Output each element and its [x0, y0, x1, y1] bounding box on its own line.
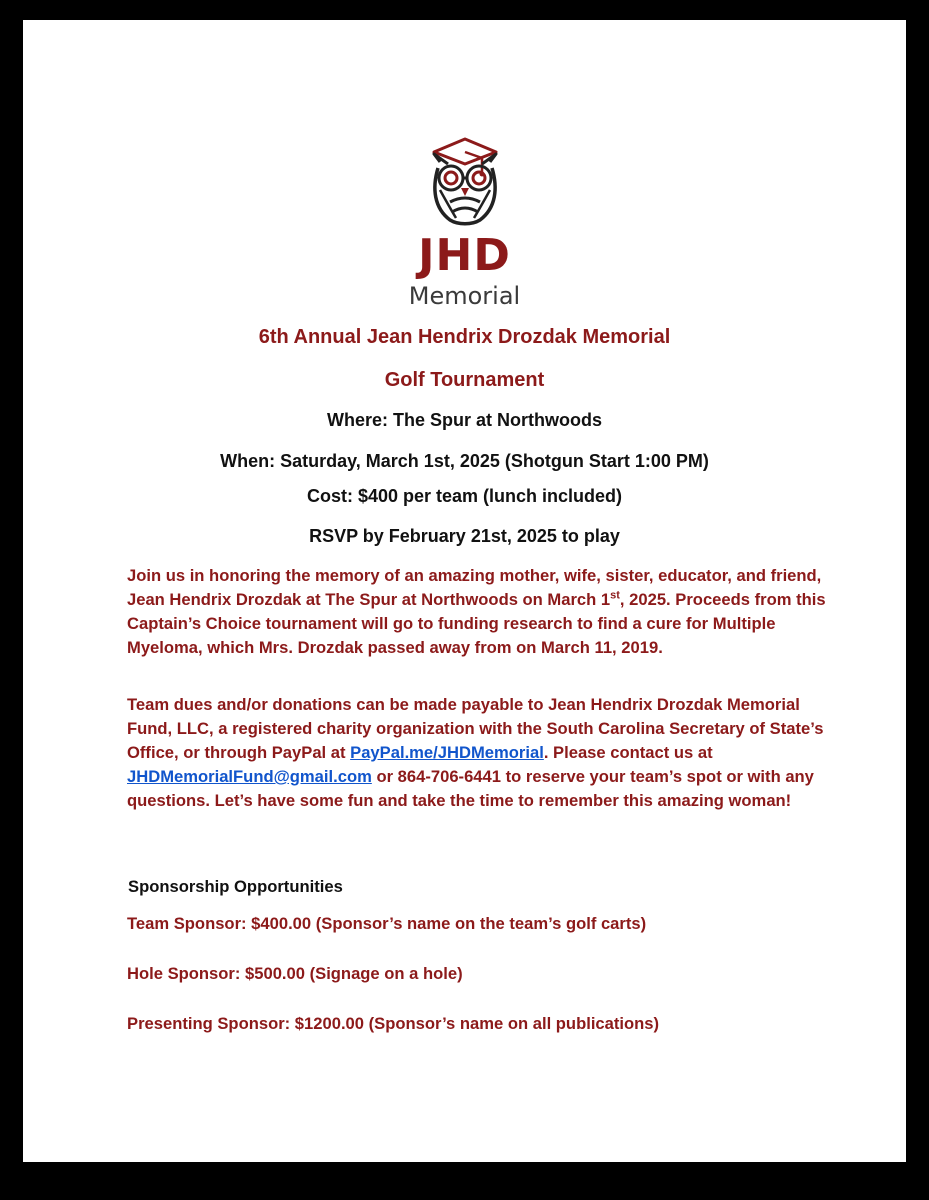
payment-text-3: or 864-706-6441 to reserve your team’s spot or with any questions. Let’s have some fun and take the time to remember this amazing woman! [127, 767, 814, 810]
intro-text-2: , 2025. Proceeds from this Captain’s Choice tournament will go to funding research to find a cure for Multiple Myeloma, which Mrs. Drozdak passed away from on March 11, 2019. [127, 590, 826, 657]
event-where: Where: The Spur at Northwoods [326, 410, 602, 430]
intro-paragraph [127, 564, 847, 660]
owl-graduation-cap-icon [420, 128, 510, 228]
sponsor-item-presenting: Presenting Sponsor: $1200.00 (Sponsor’s name on all publications) [127, 1014, 660, 1033]
payment-text-2: . Please contact us at [543, 743, 713, 762]
event-when: When: Saturday, March 1st, 2025 (Shotgun Start 1:00 PM) [220, 451, 709, 471]
sponsor-item-team: Team Sponsor: $400.00 (Sponsor’s name on the team’s golf carts) [127, 914, 647, 933]
email-link[interactable]: JHDMemorialFund@gmail.com [127, 767, 372, 786]
logo-jhd-text: JHD [418, 230, 511, 281]
payment-text-1: Team dues and/or donations can be made payable to Jean Hendrix Drozdak Memorial Fund, LLC, a registered charity organization with the South Carolina Secretary of State’s Office, or through PayPal at [127, 695, 824, 762]
jhd-memorial-logo [23, 128, 906, 310]
event-title-line2: Golf Tournament [384, 369, 545, 391]
logo-memorial-text: Memorial [408, 282, 521, 310]
flyer-page [23, 20, 906, 1162]
sponsorship-heading: Sponsorship Opportunities [128, 877, 343, 896]
sponsor-item-hole: Hole Sponsor: $500.00 (Signage on a hole) [127, 964, 463, 983]
event-title-line1: 6th Annual Jean Hendrix Drozdak Memorial [258, 326, 671, 348]
event-rsvp: RSVP by February 21st, 2025 to play [309, 526, 620, 546]
intro-text-1: Join us in honoring the memory of an amazing mother, wife, sister, educator, and friend, Jean Hendrix Drozdak at The Spur at Northwoods on March 1 [127, 566, 822, 609]
event-cost: Cost: $400 per team (lunch included) [306, 486, 623, 506]
paypal-link[interactable]: PayPal.me/JHDMemorial [350, 743, 544, 762]
payment-paragraph [127, 693, 847, 813]
intro-superscript: st [610, 589, 620, 602]
